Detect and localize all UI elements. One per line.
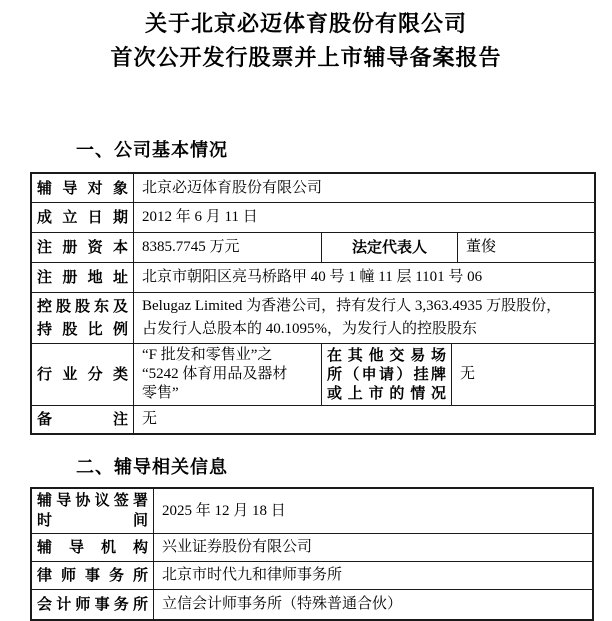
cell-label: 行业分类 <box>32 344 134 405</box>
document-title-line2: 首次公开发行股票并上市辅导备案报告 <box>110 45 502 70</box>
section2-heading: 二、辅导相关信息 <box>76 457 228 477</box>
cell-value: 北京必迈体育股份有限公司 <box>142 179 323 196</box>
table-row-agreement-sign-date <box>32 489 592 533</box>
cell-value-other-listing: 无 <box>460 366 476 382</box>
table-row-remarks <box>32 405 594 433</box>
cell-label: 注册资本 <box>32 233 134 262</box>
document-title-line1: 关于北京必迈体育股份有限公司 <box>144 11 467 36</box>
cell-label: 会计师事务所 <box>32 590 154 619</box>
table-row-established-date <box>32 202 594 232</box>
table-row-controlling-shareholder <box>32 292 594 343</box>
cell-label-legal-representative: 法定代表人 <box>322 233 458 262</box>
coaching-info-table <box>30 487 594 621</box>
cell-value: 立信会计师事务所（特殊普通合伙） <box>162 596 403 612</box>
cell-label: 成立日期 <box>32 203 134 232</box>
cell-label-other-listing: 在其他交易场 所（申请）挂牌 或上市的情况 <box>322 344 452 405</box>
section1-heading: 一、公司基本情况 <box>76 140 228 160</box>
table-row-registered-address <box>32 262 594 292</box>
cell-value: 北京市朝阳区亮马桥路甲 40 号 1 幢 11 层 1101 号 06 <box>142 269 483 285</box>
cell-label: 备注 <box>32 406 134 433</box>
cell-value: 兴业证券股份有限公司 <box>162 539 313 555</box>
document-title <box>0 0 612 75</box>
cell-value: “F 批发和零售业”之 “5242 体育用品及器材 零售” <box>134 344 322 405</box>
cell-value: 北京市时代九和律师事务所 <box>162 567 343 583</box>
table-row-law-firm <box>32 561 592 589</box>
cell-label: 控股股东及 持股比例 <box>32 293 134 343</box>
cell-value: 8385.7745 万元 <box>134 233 322 262</box>
cell-label: 律师事务所 <box>32 562 154 589</box>
cell-label: 辅导对象 <box>32 174 134 202</box>
cell-label: 辅导协议签署 时间 <box>32 489 154 533</box>
cell-value: 2012 年 6 月 11 日 <box>142 209 258 225</box>
company-basic-info-table <box>30 172 596 435</box>
cell-label: 注册地址 <box>32 263 134 292</box>
table-row-coaching-target <box>32 174 594 202</box>
table-row-industry-classification <box>32 343 594 405</box>
cell-value-legal-representative: 董俊 <box>466 239 497 255</box>
table-row-coaching-institution <box>32 533 592 561</box>
cell-value: 2025 年 12 月 18 日 <box>162 502 286 519</box>
table-row-accounting-firm <box>32 589 592 619</box>
cell-value: 无 <box>142 411 158 427</box>
table-row-registered-capital <box>32 232 594 262</box>
cell-value: Belugaz Limited 为香港公司，持有发行人 3,363.4935 万股股份， 占发行人总股本的 40.1095%，为发行人的控股股东 <box>142 298 562 337</box>
cell-label: 辅导机构 <box>32 534 154 561</box>
